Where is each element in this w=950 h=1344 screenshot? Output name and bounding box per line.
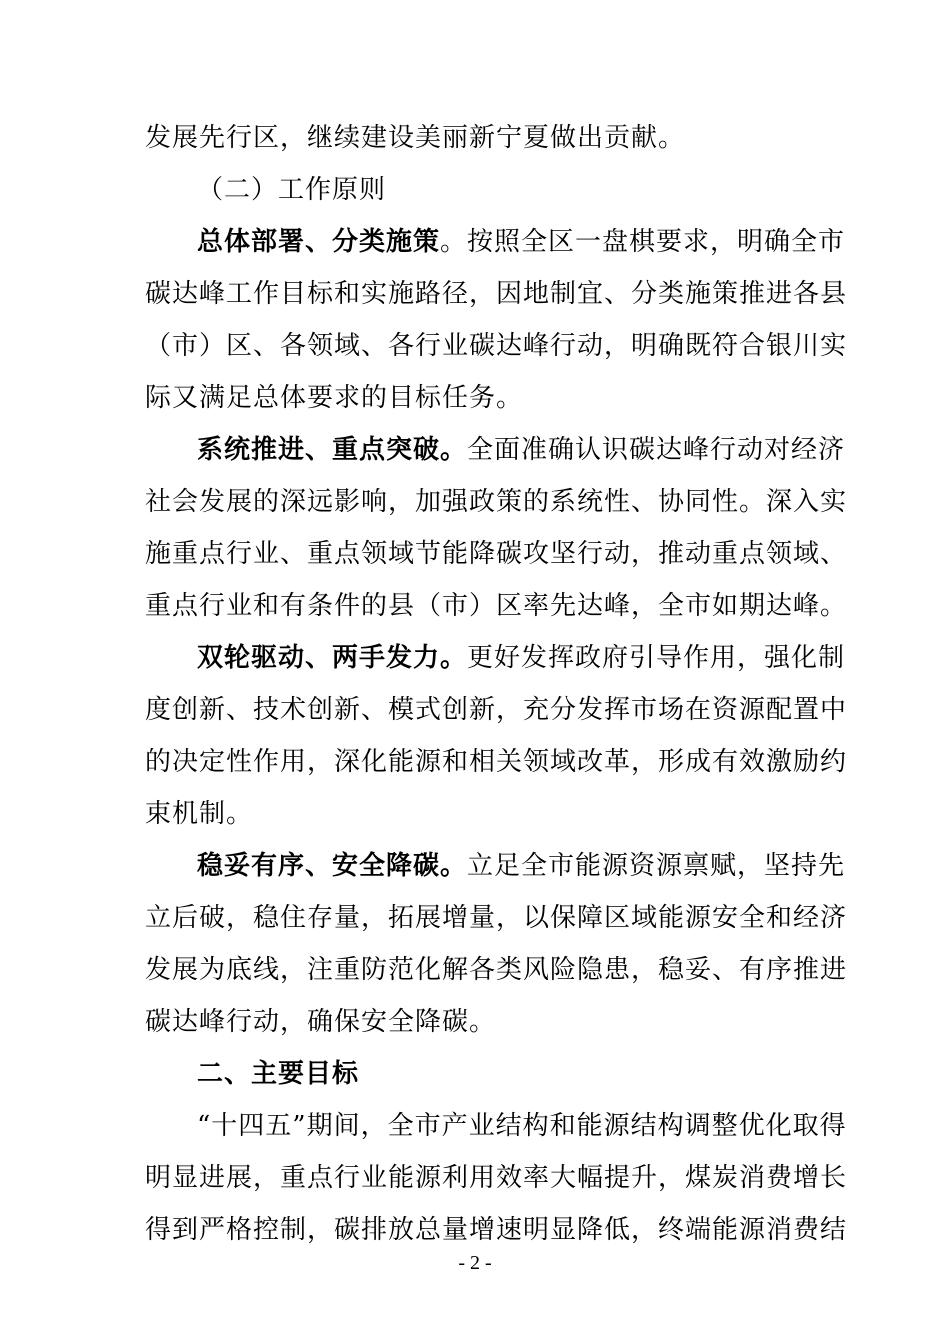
paragraph-line: 立后破，稳住存量，拓展增量，以保障区域能源安全和经济 — [145, 903, 848, 933]
paragraph-lead: 稳妥有序、安全降碳。 — [197, 851, 468, 881]
paragraph-line: 束机制。 — [145, 799, 254, 829]
paragraph-line — [145, 216, 846, 268]
paragraph-line: 明显进展，重点行业能源利用效率大幅提升，煤炭消费增长 — [145, 1163, 848, 1193]
paragraph-line: 施重点行业、重点领域节能降碳攻坚行动，推动重点领域、 — [145, 539, 848, 569]
paragraph-line: 重点行业和有条件的县（市）区率先达峰，全市如期达峰。 — [145, 591, 848, 621]
section-heading-principles: （二）工作原则 — [197, 175, 387, 205]
paragraph-line: 度创新、技术创新、模式创新，充分发挥市场在资源配置中 — [145, 695, 848, 725]
paragraph-line: 的决定性作用，深化能源和相关领域改革，形成有效激励约 — [145, 747, 848, 777]
paragraph-lead: 总体部署、分类施策 — [197, 227, 441, 257]
document-body — [145, 112, 848, 1256]
paragraph-text: 。按照全区一盘棋要求，明确全市 — [440, 227, 846, 257]
paragraph-line: 发展先行区，继续建设美丽新宁夏做出贡献。 — [145, 123, 686, 153]
paragraph-line: 社会发展的深远影响，加强政策的系统性、协同性。深入实 — [145, 487, 848, 517]
paragraph-line: “十四五”期间，全市产业结构和能源结构调整优化取得 — [197, 1111, 847, 1141]
paragraph-line: 得到严格控制，碳排放总量增速明显降低，终端能源消费结 — [145, 1215, 848, 1245]
paragraph-text: 更好发挥政府引导作用，强化制 — [467, 643, 846, 673]
paragraph-line — [145, 632, 846, 684]
page-number: - 2 - — [458, 1252, 492, 1274]
paragraph-line — [145, 424, 846, 476]
paragraph-line: 碳达峰工作目标和实施路径，因地制宜、分类施策推进各县 — [145, 279, 848, 309]
paragraph-line: （市）区、各领域、各行业碳达峰行动，明确既符合银川实 — [145, 331, 848, 361]
paragraph-line — [145, 840, 846, 892]
paragraph-line: 际又满足总体要求的目标任务。 — [145, 383, 524, 413]
paragraph-lead: 系统推进、重点突破。 — [197, 435, 468, 465]
paragraph-line: 碳达峰行动，确保安全降碳。 — [145, 1007, 497, 1037]
paragraph-text: 立足全市能源资源禀赋，坚持先 — [467, 851, 846, 881]
paragraph-lead: 双轮驱动、两手发力。 — [197, 643, 468, 673]
paragraph-line: 发展为底线，注重防范化解各类风险隐患，稳妥、有序推进 — [145, 955, 848, 985]
paragraph-text: 全面准确认识碳达峰行动对经济 — [467, 435, 846, 465]
section-heading-main-goals: 二、主要目标 — [197, 1059, 360, 1089]
